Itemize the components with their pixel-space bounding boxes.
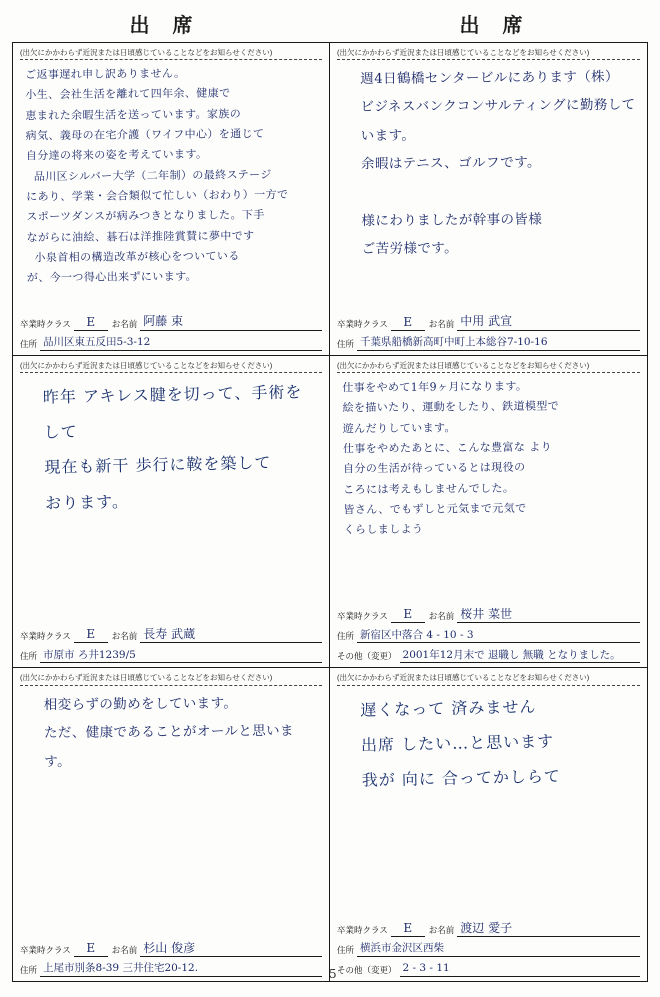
handwritten-message: ご返事遅れ申し訳ありません。 小生、会社生活を離れて四年余、健康で 恵まれた余暇生活を送っています。家族の 病気、義母の在宅介護（ワイフ中心）を通じて 自分達の将来の姿を考えています。 品川区シルバー大学（二年制）の最終ステージ にあり、学業・会合類似て忙しい（おわり）一方で スポーツダンスが病みつきとなりました。下手 ながらに油絵、碁石は洋推陸賞賛に夢中です 小泉首相の構造改革が核心をついている が、今一つ得心出来ずにいます。	[25, 67, 289, 286]
other-label: その他（変更）	[337, 964, 397, 975]
name-label: お名前	[111, 631, 138, 642]
name-label: お名前	[111, 318, 138, 329]
class-label: 卒業時クラス	[20, 631, 71, 642]
address-row	[20, 646, 322, 663]
name-value: 渡辺 愛子	[457, 921, 640, 937]
instruction-note: (出欠にかかわらず近況または日頃感じていることなどをお知らせください)	[20, 673, 322, 685]
address-label: 住所	[20, 964, 38, 975]
class-name-row	[337, 314, 640, 331]
reply-card	[13, 356, 330, 669]
reply-card	[330, 43, 647, 356]
class-name-row	[337, 920, 640, 937]
class-label: 卒業時クラス	[337, 611, 388, 622]
class-label: 卒業時クラス	[20, 944, 71, 955]
instruction-note: (出欠にかかわらず近況または日頃感じていることなどをお知らせください)	[337, 673, 640, 685]
class-value: E	[391, 315, 425, 331]
header-attendance-right: 出 席	[459, 13, 531, 37]
class-name-row	[20, 626, 322, 643]
class-name-row	[20, 314, 322, 331]
name-value: 阿藤 束	[140, 314, 322, 330]
reply-card-grid	[12, 42, 648, 982]
class-value: E	[74, 941, 108, 957]
other-label: その他（変更）	[337, 651, 397, 662]
address-value: 新宿区中落合 4 - 10 - 3	[357, 629, 640, 644]
page-top-headers	[0, 0, 660, 42]
respondent-fields	[20, 937, 322, 977]
handwritten-message: 遅くなって 済みません 出席 したい…と思います 我が 向に 合ってかしらて	[360, 696, 561, 790]
name-value: 桜井 菜世	[457, 607, 640, 623]
name-label: お名前	[111, 944, 138, 955]
name-value: 杉山 俊彦	[140, 941, 322, 957]
other-row	[337, 960, 640, 977]
address-row	[337, 334, 640, 351]
name-label: お名前	[428, 924, 455, 935]
address-label: 住所	[20, 651, 38, 662]
address-row	[337, 626, 640, 643]
address-label: 住所	[337, 631, 355, 642]
class-value: E	[391, 607, 425, 623]
reply-card	[13, 668, 330, 981]
address-row	[337, 940, 640, 957]
handwritten-message: 昨年 アキレス腱を切って、手術をして 現在も新干 歩行に鞍を築して おります。	[42, 382, 303, 513]
handwritten-message: 週4日鶴橋センタービルにあります（株） ビジネスバンクコンサルティングに勤務して います。 余暇はテニス、ゴルフです。 様にわりましたが幹事の皆様 ご苦労様です。	[360, 69, 636, 258]
respondent-fields	[337, 603, 640, 663]
handwritten-message: 仕事をやめて1年9ヶ月になります。 絵を描いたり、運動をしたり、鉄道模型で 遊んだりしています。 仕事をやめたあとに、こんな豊富な より 自分の生活が待っているとは現役の ころには考えもしませんでした。 皆さん、でもずしと元気まで元気で くらしましよう	[342, 379, 560, 537]
page-number: 5	[329, 967, 337, 981]
respondent-fields	[20, 623, 322, 663]
address-value: 品川区東五反田5-3-12	[40, 336, 322, 351]
message-area	[337, 375, 640, 600]
address-label: 住所	[337, 338, 355, 349]
name-value: 中用 武宣	[457, 314, 640, 330]
address-value: 市原市 ろ井1239/5	[40, 649, 322, 664]
respondent-fields	[337, 917, 640, 977]
address-value: 千葉県船橋新高町中町上本総谷7-10-16	[357, 336, 640, 351]
address-label: 住所	[337, 944, 355, 955]
address-row	[20, 334, 322, 351]
class-label: 卒業時クラス	[337, 924, 388, 935]
message-area	[20, 375, 322, 600]
class-name-row	[20, 940, 322, 957]
class-label: 卒業時クラス	[20, 318, 71, 329]
address-label: 住所	[20, 338, 38, 349]
class-value: E	[74, 315, 108, 331]
instruction-note: (出欠にかかわらず近況または日頃感じていることなどをお知らせください)	[337, 48, 640, 60]
other-value: 2001年12月末で 退職し 無職 となりました。	[400, 649, 640, 664]
reply-card	[330, 356, 647, 669]
header-attendance-left: 出 席	[129, 13, 201, 37]
class-label: 卒業時クラス	[337, 318, 388, 329]
address-value: 横浜市金沢区西柴	[357, 942, 640, 957]
class-value: E	[74, 627, 108, 643]
reply-card	[13, 43, 330, 356]
address-row	[20, 960, 322, 977]
class-value: E	[391, 921, 425, 937]
message-area	[20, 62, 322, 287]
name-label: お名前	[428, 318, 455, 329]
reply-card	[330, 668, 647, 981]
other-row	[337, 646, 640, 663]
name-value: 長寿 武蔵	[140, 627, 322, 643]
instruction-note: (出欠にかかわらず近況または日頃感じていることなどをお知らせください)	[337, 361, 640, 373]
class-name-row	[337, 606, 640, 623]
instruction-note: (出欠にかかわらず近況または日頃感じていることなどをお知らせください)	[20, 48, 322, 60]
message-area	[337, 62, 640, 287]
message-area	[20, 688, 322, 914]
address-value: 上尾市別条8-39 三井住宅20-12.	[40, 962, 322, 977]
name-label: お名前	[428, 611, 455, 622]
message-area	[337, 688, 640, 914]
instruction-note: (出欠にかかわらず近況または日頃感じていることなどをお知らせください)	[20, 361, 322, 373]
respondent-fields	[20, 311, 322, 351]
handwritten-message: 相変らずの勤めをしています。 ただ、健康であることがオールと思います。	[43, 695, 295, 770]
respondent-fields	[337, 311, 640, 351]
other-value: 2 - 3 - 11	[400, 962, 640, 977]
